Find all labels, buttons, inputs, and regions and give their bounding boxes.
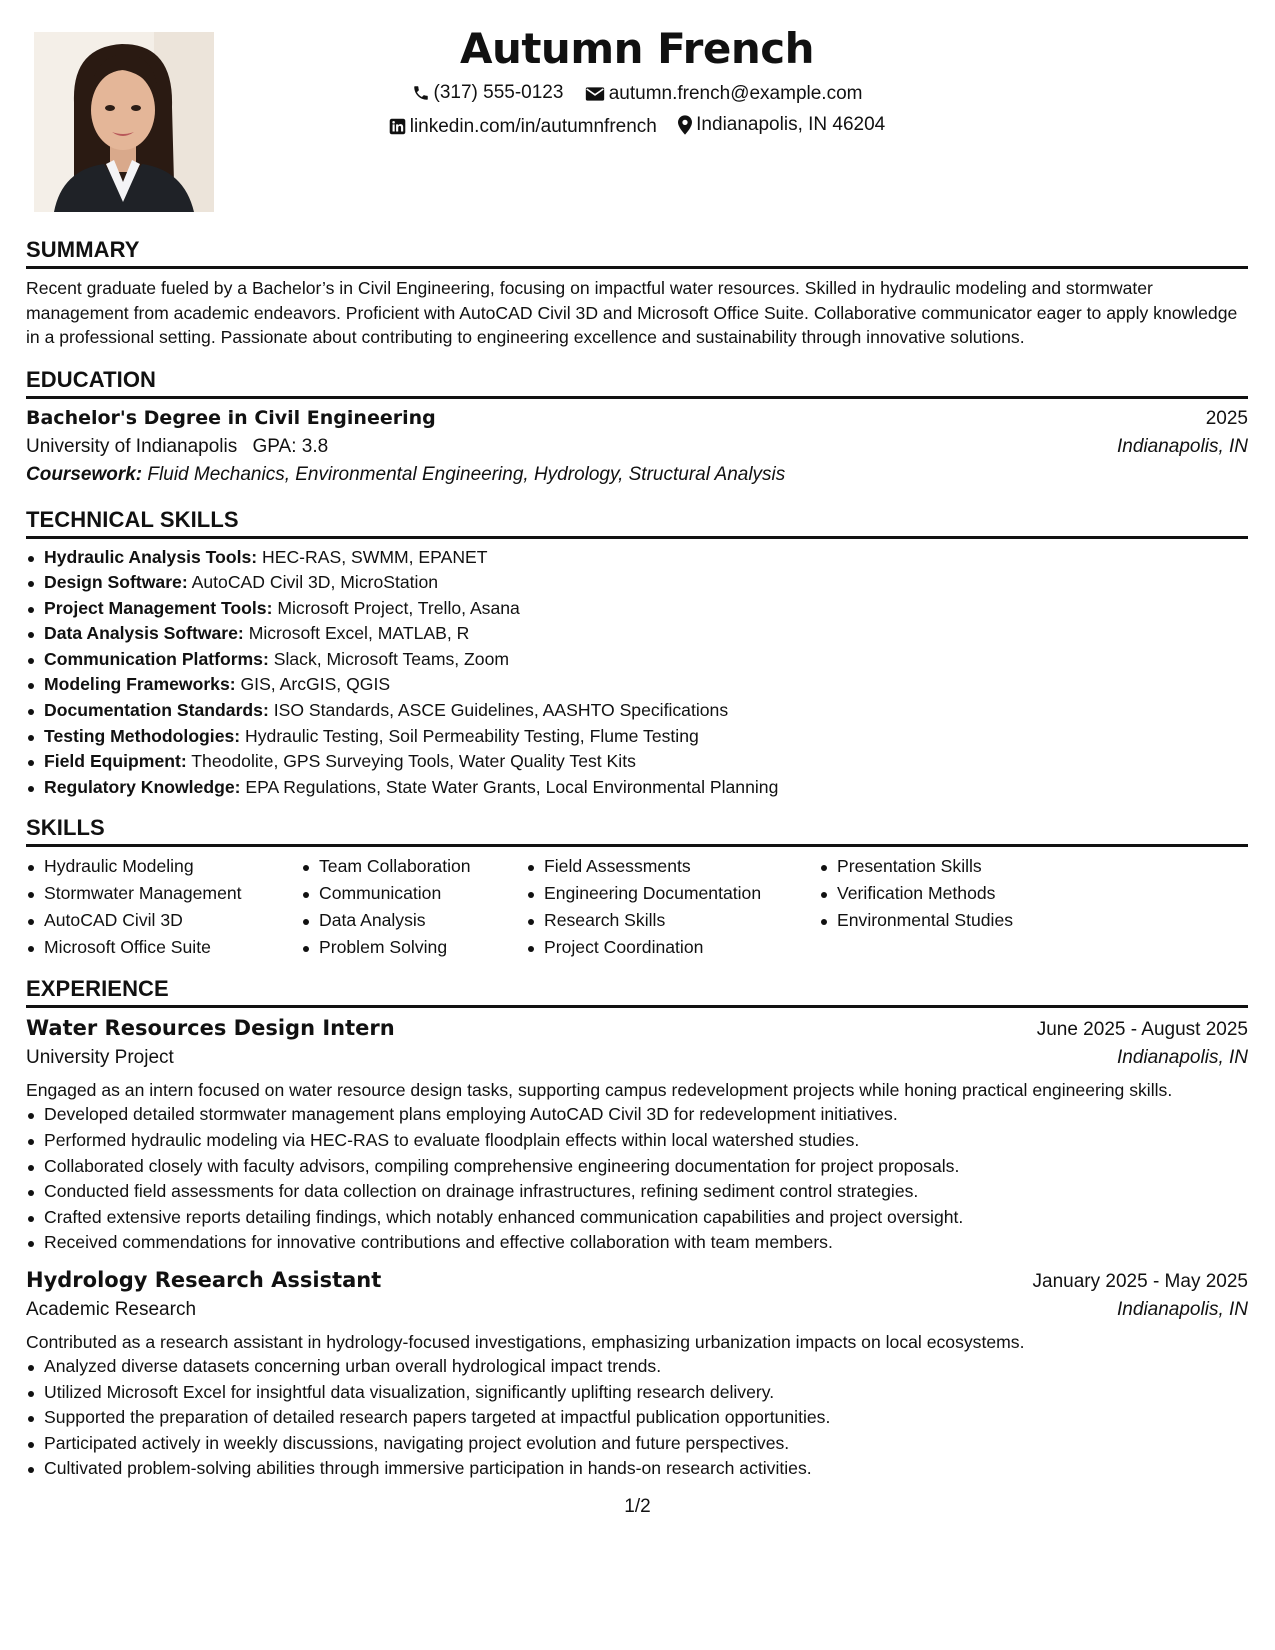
phone-contact[interactable]: [412, 80, 564, 106]
linkedin-url: linkedin.com/in/autumnfrench: [409, 115, 657, 137]
job-subheader: [26, 1299, 1248, 1321]
job-entry: [26, 1016, 1248, 1256]
email-contact[interactable]: [585, 81, 863, 107]
skill-values: Microsoft Excel, MATLAB, R: [248, 623, 470, 644]
education-subrow: [26, 436, 1248, 458]
section-title: SUMMARY: [26, 236, 1248, 269]
job-description: Contributed as a research assistant in hydrology-focused investigations, emphasizing urbanization impacts on local ecosystems.: [26, 1332, 1025, 1352]
skill-values: HEC-RAS, SWMM, EPANET: [262, 546, 488, 567]
list-item: Problem Solving: [319, 934, 526, 961]
job-dates: January 2025 - May 2025: [1032, 1271, 1248, 1292]
list-item: Analyzed diverse datasets concerning urban overall hydrological impact trends.: [44, 1354, 1248, 1380]
gpa: GPA: 3.8: [252, 435, 329, 457]
skill-values: Slack, Microsoft Teams, Zoom: [273, 648, 510, 669]
list-item: Microsoft Office Suite: [44, 934, 301, 961]
list-item: [44, 647, 1248, 673]
job-bullets: [26, 1102, 1248, 1256]
section-title: SKILLS: [26, 814, 1248, 847]
skills-column: [526, 853, 819, 961]
list-item: [44, 621, 1248, 647]
phone-number: (317) 555-0123: [433, 82, 564, 103]
list-item: Crafted extensive reports detailing findings, which notably enhanced communication capabilities and project oversight.: [44, 1205, 1248, 1231]
job-organization: Academic Research: [26, 1299, 197, 1320]
list-item: Communication: [319, 880, 526, 907]
skills-grid: [26, 853, 1248, 961]
graduation-year: 2025: [1205, 407, 1248, 429]
skills-column: [301, 853, 526, 961]
technical-skills-section: [26, 506, 1248, 801]
skill-values: EPA Regulations, State Water Grants, Local Environmental Planning: [245, 776, 779, 797]
skill-category: Design Software:: [44, 572, 188, 593]
job-header: [26, 1268, 1248, 1293]
list-item: Cultivated problem-solving abilities through immersive participation in hands-on research activities.: [44, 1456, 1248, 1482]
skill-category: Testing Methodologies:: [44, 725, 241, 746]
list-item: [44, 545, 1248, 571]
list-item: Data Analysis: [319, 907, 526, 934]
skill-values: ISO Standards, ASCE Guidelines, AASHTO Specifications: [273, 700, 729, 721]
skill-category: Data Analysis Software:: [44, 623, 244, 644]
school-location: Indianapolis, IN: [1117, 435, 1248, 457]
list-item: [44, 570, 1248, 596]
location-contact: [678, 112, 885, 138]
job-location: Indianapolis, IN: [1117, 1047, 1248, 1069]
email-address: autumn.french@example.com: [608, 83, 863, 104]
skill-values: Theodolite, GPS Surveying Tools, Water Quality Test Kits: [191, 751, 636, 772]
section-title: TECHNICAL SKILLS: [26, 506, 1248, 539]
list-item: [44, 596, 1248, 622]
list-item: Verification Methods: [837, 880, 1097, 907]
skill-category: Field Equipment:: [44, 751, 187, 772]
list-item: Environmental Studies: [837, 907, 1097, 934]
school-name: University of Indianapolis: [26, 435, 238, 457]
location-text: Indianapolis, IN 46204: [696, 114, 886, 135]
list-item: [44, 749, 1248, 775]
list-item: Team Collaboration: [319, 853, 526, 880]
skill-values: GIS, ArcGIS, QGIS: [240, 674, 391, 695]
job-dates: June 2025 - August 2025: [1036, 1019, 1248, 1041]
skill-category: Regulatory Knowledge:: [44, 776, 241, 797]
job-header: [26, 1016, 1248, 1041]
skill-values: AutoCAD Civil 3D, MicroStation: [191, 572, 439, 593]
map-pin-icon: [678, 115, 692, 135]
section-title: EXPERIENCE: [26, 975, 1248, 1008]
list-item: AutoCAD Civil 3D: [44, 907, 301, 934]
list-item: Field Assessments: [544, 853, 819, 880]
list-item: [44, 775, 1248, 801]
resume-page: [26, 22, 1248, 1482]
list-item: Stormwater Management: [44, 880, 301, 907]
contact-line-secondary: [26, 112, 1248, 143]
list-item: Supported the preparation of detailed research papers targeted at impactful publication opportunities.: [44, 1405, 1248, 1431]
list-item: Participated actively in weekly discussions, navigating project evolution and future perspectives.: [44, 1431, 1248, 1457]
phone-icon: [412, 84, 430, 102]
job-organization: University Project: [26, 1047, 174, 1069]
job-location: Indianapolis, IN: [1117, 1299, 1248, 1320]
coursework-list: Fluid Mechanics, Environmental Engineering, Hydrology, Structural Analysis: [147, 463, 786, 485]
contact-line-primary: [26, 80, 1248, 110]
candidate-name: Autumn French: [459, 24, 815, 73]
skill-category: Project Management Tools:: [44, 597, 273, 618]
skill-category: Communication Platforms:: [44, 648, 269, 669]
experience-section: [26, 975, 1248, 1482]
list-item: Research Skills: [544, 907, 819, 934]
list-item: Project Coordination: [544, 934, 819, 961]
skill-values: Hydraulic Testing, Soil Permeability Testing, Flume Testing: [245, 725, 699, 746]
list-item: [44, 724, 1248, 750]
skills-section: [26, 814, 1248, 961]
coursework: [26, 464, 1248, 486]
list-item: Conducted field assessments for data collection on drainage infrastructures, refining sediment control strategies.: [44, 1179, 1248, 1205]
skills-column: [819, 853, 1097, 961]
degree-title: Bachelor's Degree in Civil Engineering: [26, 406, 436, 429]
job-description: Engaged as an intern focused on water resource design tasks, supporting campus redevelopment projects while honing practical engineering skills.: [26, 1080, 1173, 1101]
list-item: [44, 698, 1248, 724]
summary-text: Recent graduate fueled by a Bachelor’s in Civil Engineering, focusing on impactful water resources. Skilled in hydraulic modeling and stormwater management from academic endeavors. Proficient with AutoCAD Civil 3D and Microsoft Office Suite. Collaborative communicator eager to apply knowledge in a professional setting. Passionate about contributing to engineering excellence and sustainability through innovative solutions.: [26, 278, 1238, 347]
job-entry: [26, 1268, 1248, 1482]
job-bullets: [26, 1354, 1248, 1482]
list-item: Received commendations for innovative contributions and effective collaboration with team members.: [44, 1230, 1248, 1256]
skill-category: Documentation Standards:: [44, 700, 269, 721]
list-item: Hydraulic Modeling: [44, 853, 301, 880]
skill-category: Hydraulic Analysis Tools:: [44, 546, 258, 567]
list-item: [44, 672, 1248, 698]
section-title: EDUCATION: [26, 366, 1248, 399]
job-subheader: [26, 1047, 1248, 1069]
skill-values: Microsoft Project, Trello, Asana: [277, 597, 520, 618]
page-number: 1/2: [624, 1496, 651, 1517]
list-item: Developed detailed stormwater management plans employing AutoCAD Civil 3D for redevelopment initiatives.: [44, 1102, 1248, 1128]
job-title: Hydrology Research Assistant: [26, 1268, 382, 1292]
education-row: [26, 407, 1248, 430]
summary-section: [26, 236, 1248, 350]
linkedin-icon: [389, 118, 406, 135]
envelope-icon: [585, 86, 605, 102]
job-title: Water Resources Design Intern: [26, 1016, 395, 1041]
education-section: [26, 366, 1248, 486]
list-item: Utilized Microsoft Excel for insightful data visualization, significantly uplifting research delivery.: [44, 1380, 1248, 1406]
list-item: Presentation Skills: [837, 853, 1097, 880]
technical-skills-list: [26, 545, 1248, 801]
list-item: Collaborated closely with faculty advisors, compiling comprehensive engineering documentation for project proposals.: [44, 1154, 1248, 1180]
skill-category: Modeling Frameworks:: [44, 674, 236, 695]
linkedin-contact[interactable]: [389, 114, 657, 140]
coursework-label: Coursework:: [26, 463, 143, 485]
resume-header: [26, 22, 1248, 222]
list-item: Engineering Documentation: [544, 880, 819, 907]
list-item: Performed hydraulic modeling via HEC-RAS to evaluate floodplain effects within local watershed studies.: [44, 1128, 1248, 1154]
skills-column: [26, 853, 301, 961]
